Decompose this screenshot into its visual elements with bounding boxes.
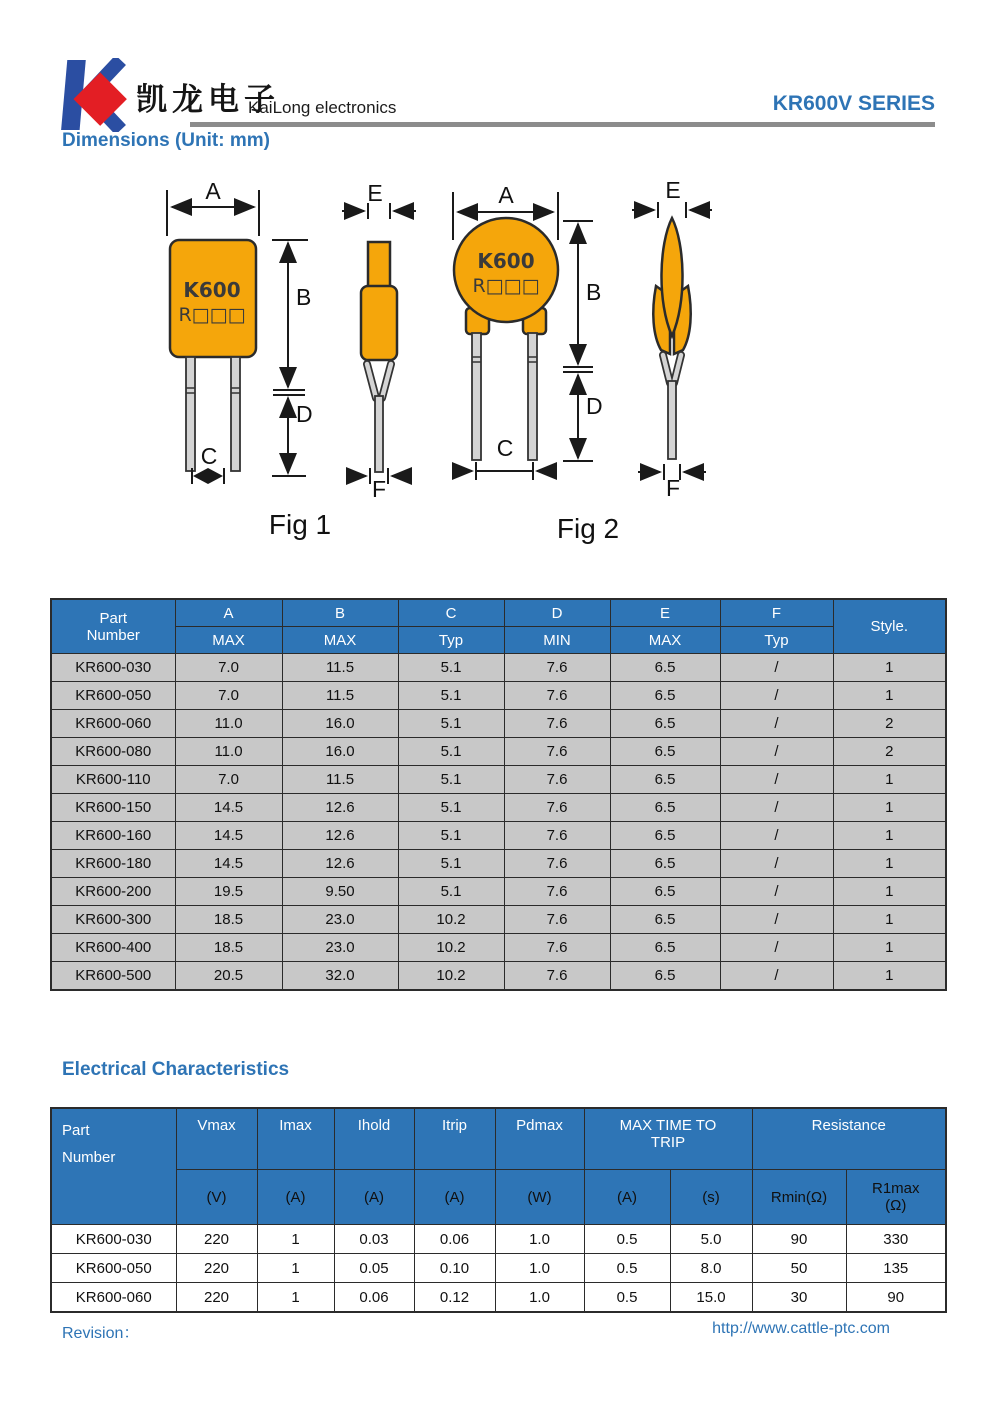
col-header-part-line1: Part [99,609,127,627]
col-spec-d: MIN [504,627,610,654]
table-row [51,766,946,794]
table-cell: 32.0 [282,962,398,991]
table-cell: 6.5 [610,794,720,822]
fig1-lead-left [186,357,195,471]
fig2-lead-right [528,333,537,460]
fig1-marking-line1: K600 [183,278,241,302]
table-cell: 0.06 [334,1283,414,1313]
table-row [51,1254,946,1283]
table-cell: 5.1 [398,738,504,766]
table-cell: KR600-500 [51,962,175,991]
col-header-part-line2: Number [86,626,140,644]
table-cell: / [720,822,833,850]
table-cell: KR600-150 [51,794,175,822]
company-name-chinese: 凯龙电子 [136,82,280,118]
table-cell: 90 [846,1283,946,1313]
table-cell: 0.12 [414,1283,495,1313]
table-cell: / [720,934,833,962]
elec-col-header-part-line1: Part [62,1122,90,1139]
table-cell: 7.6 [504,878,610,906]
col-header-f: F [720,599,833,627]
header-divider [190,122,935,127]
elec-unit-trip-a: (A) [584,1170,670,1225]
table-cell: 19.5 [175,878,282,906]
table-cell: 1.0 [495,1225,584,1254]
table-cell: 7.6 [504,794,610,822]
table-cell: 90 [752,1225,846,1254]
dimensions-table [50,598,947,991]
company-name: KaiLong electronics [248,98,397,117]
table-cell: 11.0 [175,710,282,738]
table-cell: / [720,682,833,710]
table-cell: 16.0 [282,710,398,738]
table-cell: 1 [833,822,946,850]
table-cell: 7.6 [504,822,610,850]
fig2-dim-a-label: A [498,182,514,208]
elec-unit-r1max [846,1170,946,1225]
table-cell: 5.1 [398,654,504,682]
table-cell: KR600-050 [51,1254,176,1283]
table-cell: 1 [257,1254,334,1283]
table-cell: 2 [833,738,946,766]
fig2-dim-b-label: B [586,279,602,305]
table-cell: 7.6 [504,906,610,934]
col-spec-f: Typ [720,627,833,654]
table-cell: KR600-400 [51,934,175,962]
table-row [51,934,946,962]
table-cell: 14.5 [175,822,282,850]
table-row [51,794,946,822]
fig2-dim-e-label: E [665,177,681,203]
elec-unit-trip-s: (s) [670,1170,752,1225]
table-cell: / [720,710,833,738]
fig1-marking-line2: R□□□ [178,304,246,326]
table-cell: / [720,794,833,822]
elec-col-header-part [51,1108,176,1225]
fig1-dim-c-arrows [193,468,223,484]
table-cell: / [720,878,833,906]
elec-unit-r1max-line2: (Ω) [885,1197,907,1214]
table-cell: 7.6 [504,766,610,794]
table-cell: 6.5 [610,682,720,710]
fig1-lead-right [231,357,240,471]
table-row [51,878,946,906]
table-cell: 7.6 [504,934,610,962]
table-cell: 6.5 [610,934,720,962]
elec-col-header-itrip: Itrip [414,1108,495,1170]
elec-col-header-part-line2: Number [62,1149,116,1166]
table-cell: / [720,766,833,794]
table-cell: 5.1 [398,682,504,710]
table-cell: 220 [176,1254,257,1283]
table-cell: 11.5 [282,682,398,710]
table-cell: 20.5 [175,962,282,991]
table-cell: 10.2 [398,906,504,934]
fig2-front-view [453,182,603,480]
col-header-b: B [282,599,398,627]
col-spec-b: MAX [282,627,398,654]
fig1-dim-e-label: E [367,180,383,206]
col-header-style: Style. [833,599,946,654]
table-cell: 0.05 [334,1254,414,1283]
elec-col-header-pdmax: Pdmax [495,1108,584,1170]
fig1-dim-c-label: C [200,443,218,469]
revision-label: Revision： [62,1325,140,1342]
table-cell: 1 [833,850,946,878]
table-cell: 220 [176,1283,257,1313]
table-row [51,710,946,738]
website-link[interactable]: http://www.cattle-ptc.com [712,1320,890,1337]
table-cell: 0.5 [584,1225,670,1254]
table-cell: 7.6 [504,962,610,991]
table-cell: 7.6 [504,738,610,766]
table-cell: 1 [833,934,946,962]
fig2-dim-c-label: C [496,435,514,461]
table-cell: 14.5 [175,794,282,822]
table-cell: 7.6 [504,682,610,710]
table-cell: 12.6 [282,850,398,878]
fig1-caption: Fig 1 [268,509,332,540]
table-cell: 6.5 [610,906,720,934]
table-cell: 6.5 [610,962,720,991]
fig2-dim-d-label: D [586,393,603,419]
fig1-side-lead [375,396,383,472]
table-cell: 5.1 [398,878,504,906]
series-title: KR600V SERIES [772,92,935,115]
fig2-marking-line2: R□□□ [472,275,540,297]
trip-header-line2: TRIP [650,1134,686,1151]
table-cell: 5.1 [398,710,504,738]
table-cell: 6.5 [610,654,720,682]
table-cell: 12.6 [282,794,398,822]
table-cell: 1 [833,962,946,991]
table-cell: 1.0 [495,1283,584,1313]
table-cell: 1 [833,794,946,822]
fig2-side-lead [668,381,676,459]
elec-col-header-vmax: Vmax [176,1108,257,1170]
table-cell: 50 [752,1254,846,1283]
table-cell: 7.6 [504,710,610,738]
table-cell: 6.5 [610,710,720,738]
fig2-lead-left [472,333,481,460]
table-cell: KR600-080 [51,738,175,766]
table-cell: 10.2 [398,962,504,991]
fig2-dim-f-label: F [665,475,681,501]
table-cell: 23.0 [282,906,398,934]
table-row [51,682,946,710]
table-row [51,850,946,878]
elec-col-header-imax: Imax [257,1108,334,1170]
dimension-figures [140,165,780,565]
dimensions-section-title: Dimensions (Unit: mm) [62,130,270,151]
trip-header-line1: MAX TIME TO [619,1117,717,1134]
elec-unit-pdmax: (W) [495,1170,584,1225]
table-cell: 1.0 [495,1254,584,1283]
table-cell: 11.0 [175,738,282,766]
table-cell: 11.5 [282,654,398,682]
table-cell: 1 [257,1283,334,1313]
table-cell: KR600-060 [51,710,175,738]
table-cell: 7.6 [504,850,610,878]
fig2-marking-line1: K600 [477,249,535,273]
table-cell: 18.5 [175,906,282,934]
table-cell: 6.5 [610,850,720,878]
table-cell: 135 [846,1254,946,1283]
elec-col-header-ihold: Ihold [334,1108,414,1170]
table-cell: 1 [833,906,946,934]
table-row [51,1225,946,1254]
table-cell: / [720,850,833,878]
col-header-part [51,599,175,654]
table-cell: 9.50 [282,878,398,906]
table-cell: 11.5 [282,766,398,794]
elec-col-header-resistance: Resistance [752,1108,946,1170]
table-cell: KR600-030 [51,1225,176,1254]
table-row [51,1283,946,1313]
fig1-dim-f-label: F [371,476,387,502]
table-cell: 220 [176,1225,257,1254]
table-cell: KR600-030 [51,654,175,682]
elec-unit-rmin: Rmin(Ω) [752,1170,846,1225]
col-header-c: C [398,599,504,627]
table-cell: 5.0 [670,1225,752,1254]
table-cell: KR600-110 [51,766,175,794]
table-cell: 5.1 [398,822,504,850]
table-cell: 30 [752,1283,846,1313]
table-cell: 16.0 [282,738,398,766]
table-cell: 18.5 [175,934,282,962]
table-cell: KR600-160 [51,822,175,850]
table-cell: 0.10 [414,1254,495,1283]
elec-unit-ihold: (A) [334,1170,414,1225]
table-cell: 1 [833,682,946,710]
electrical-section-title: Electrical Characteristics [62,1059,290,1080]
electrical-table [50,1107,947,1313]
table-cell: 5.1 [398,766,504,794]
table-cell: 5.1 [398,794,504,822]
fig1-dim-d-label: D [296,401,313,427]
table-cell: 8.0 [670,1254,752,1283]
table-row [51,962,946,991]
table-cell: 0.5 [584,1254,670,1283]
col-header-e: E [610,599,720,627]
table-cell: 10.2 [398,934,504,962]
table-cell: 2 [833,710,946,738]
table-cell: 7.0 [175,682,282,710]
table-cell: 7.0 [175,766,282,794]
table-cell: 1 [833,878,946,906]
elec-unit-imax: (A) [257,1170,334,1225]
table-cell: / [720,906,833,934]
fig1-dim-b-label: B [296,284,312,310]
table-cell: 12.6 [282,822,398,850]
elec-unit-r1max-line1: R1max [872,1180,920,1197]
table-row [51,822,946,850]
fig1-side-coating [361,286,397,360]
table-row [51,738,946,766]
table-cell: / [720,962,833,991]
table-row [51,906,946,934]
table-cell: 1 [257,1225,334,1254]
table-cell: KR600-050 [51,682,175,710]
table-cell: 7.6 [504,654,610,682]
elec-col-header-max-time-to-trip [584,1108,752,1170]
col-spec-c: Typ [398,627,504,654]
kailong-logo [57,58,131,132]
table-cell: / [720,654,833,682]
table-row [51,654,946,682]
fig2-caption: Fig 2 [556,513,620,544]
table-cell: 0.5 [584,1283,670,1313]
table-cell: 6.5 [610,878,720,906]
table-cell: 5.1 [398,850,504,878]
table-cell: 6.5 [610,766,720,794]
table-cell: 1 [833,766,946,794]
fig1-side-view [342,180,416,502]
table-cell: 7.0 [175,654,282,682]
table-cell: 0.06 [414,1225,495,1254]
fig1-front-view [167,178,313,484]
table-cell: 0.03 [334,1225,414,1254]
table-cell: KR600-200 [51,878,175,906]
table-cell: KR600-180 [51,850,175,878]
table-cell: 1 [833,654,946,682]
col-header-d: D [504,599,610,627]
fig1-dim-a-label: A [205,178,221,204]
table-cell: / [720,738,833,766]
elec-unit-itrip: (A) [414,1170,495,1225]
table-cell: 14.5 [175,850,282,878]
fig2-side-view [632,177,712,501]
table-cell: 6.5 [610,822,720,850]
table-cell: KR600-060 [51,1283,176,1313]
elec-unit-vmax: (V) [176,1170,257,1225]
table-cell: 6.5 [610,738,720,766]
table-cell: 15.0 [670,1283,752,1313]
table-cell: 330 [846,1225,946,1254]
col-spec-a: MAX [175,627,282,654]
col-header-a: A [175,599,282,627]
table-cell: 23.0 [282,934,398,962]
table-cell: KR600-300 [51,906,175,934]
col-spec-e: MAX [610,627,720,654]
